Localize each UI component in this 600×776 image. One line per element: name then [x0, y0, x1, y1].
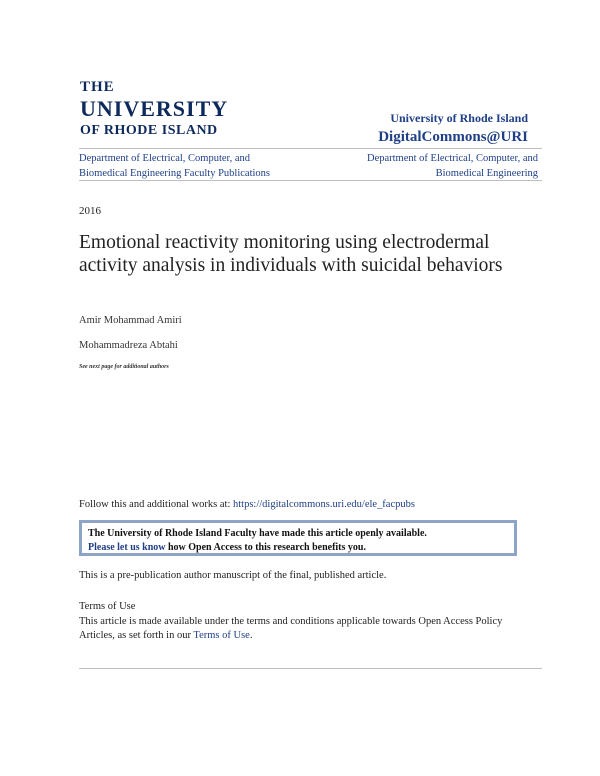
department-link[interactable]: [318, 151, 538, 181]
digital-commons-brand[interactable]: [378, 111, 528, 146]
right-link-line1[interactable]: Department of Electrical, Computer, and: [366, 153, 538, 164]
article-title: Emotional reactivity monitoring using electrodermal activity analysis in individuals with suicidal behaviors: [79, 232, 503, 276]
dc-institution: University of Rhode Island: [390, 111, 528, 125]
uri-logo[interactable]: [80, 80, 228, 138]
publication-year: 2016: [79, 205, 101, 217]
follow-text: Follow this and additional works at:: [79, 499, 233, 510]
logo-the: THE: [80, 79, 115, 95]
logo-of-rhode-island: OF RHODE ISLAND: [80, 123, 218, 138]
terms-body: [79, 615, 539, 643]
faculty-publications-link[interactable]: [79, 151, 309, 181]
bottom-divider: [79, 668, 542, 669]
author-1: Amir Mohammad Amiri: [79, 315, 182, 326]
oa-line2-rest: how Open Access to this research benefits you.: [165, 542, 366, 553]
see-next-page-note: See next page for additional authors: [79, 364, 169, 370]
terms-heading: Terms of Use: [79, 601, 136, 612]
open-access-box: [79, 520, 517, 556]
follow-line: [79, 499, 415, 510]
author-2: Mohammadreza Abtahi: [79, 340, 178, 351]
oa-line1: The University of Rhode Island Faculty have made this article openly available.: [88, 528, 427, 539]
terms-of-use-link[interactable]: Terms of Use: [193, 630, 250, 641]
terms-text: This article is made available under the terms and conditions applicable towards Open Access Policy Articles, as set forth in our: [79, 616, 503, 641]
collection-url-link[interactable]: https://digitalcommons.uri.edu/ele_facpubs: [233, 499, 415, 510]
left-link-line1[interactable]: Department of Electrical, Computer, and: [79, 153, 251, 164]
top-divider: [79, 148, 542, 149]
dc-name: DigitalCommons@URI: [378, 129, 528, 145]
terms-end: .: [249, 630, 253, 641]
prepub-note: This is a pre-publication author manuscript of the final, published article.: [79, 570, 387, 581]
logo-university: UNIVERSITY: [80, 96, 229, 121]
links-divider: [79, 180, 542, 181]
left-link-line2[interactable]: Biomedical Engineering Faculty Publications: [79, 168, 271, 179]
let-us-know-link[interactable]: Please let us know: [88, 542, 166, 553]
right-link-line2[interactable]: Biomedical Engineering: [435, 168, 538, 179]
oa-line2: [88, 542, 366, 553]
